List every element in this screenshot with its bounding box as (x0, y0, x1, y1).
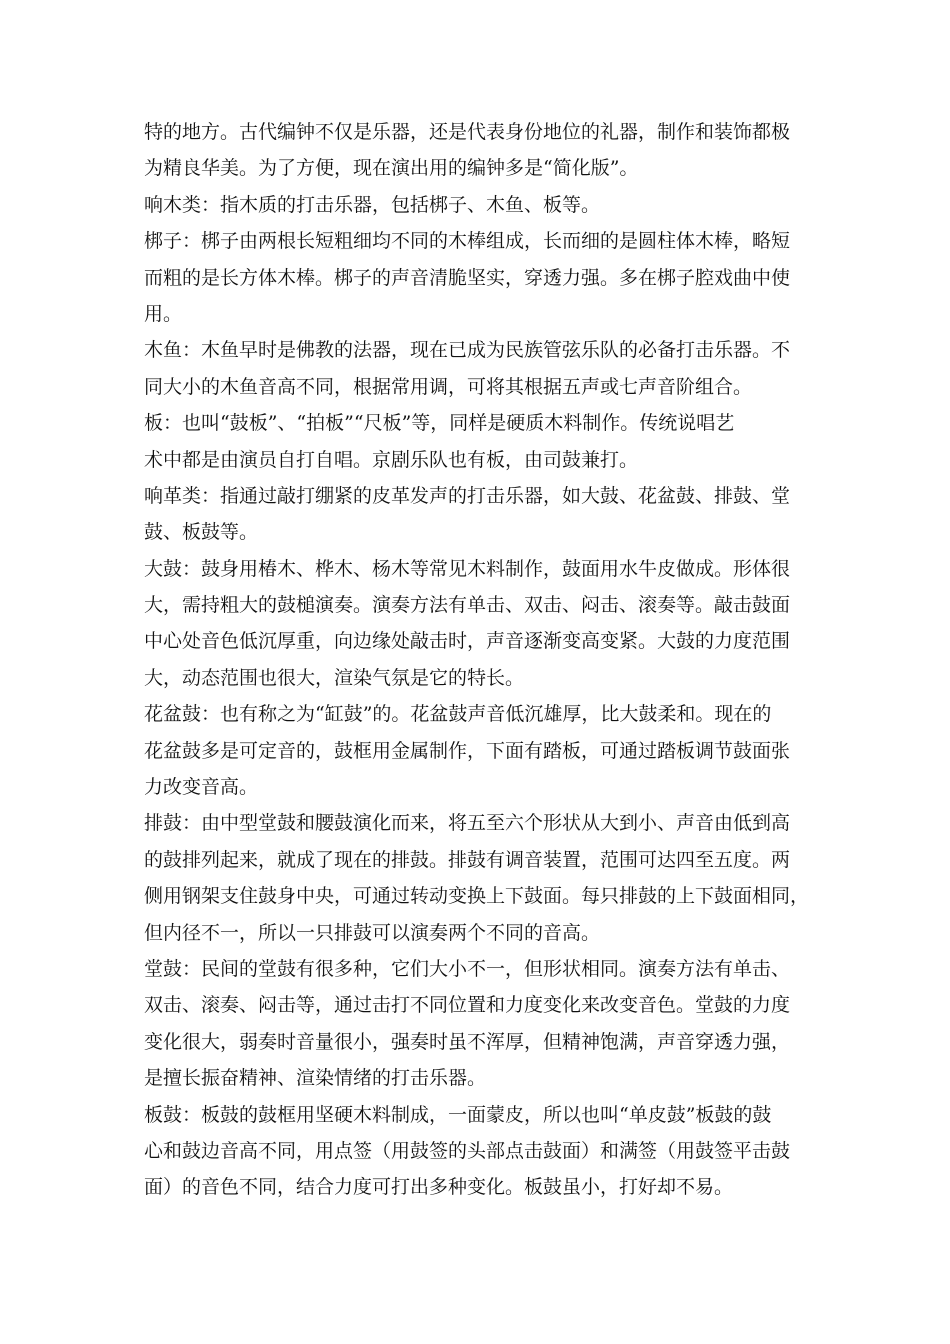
text-line: 响革类：指通过敲打绷紧的皮革发声的打击乐器，如大鼓、花盆鼓、排鼓、堂 (144, 484, 791, 507)
paragraph-dagu (144, 551, 834, 697)
text-line: 大，动态范围也很大，渲染气氛是它的特长。 (144, 666, 525, 689)
text-line: 术中都是由演员自打自唱。京剧乐队也有板，由司鼓兼打。 (144, 448, 639, 471)
paragraph-huapengu (144, 696, 834, 805)
paragraph-tanggu (144, 951, 834, 1097)
text-line: 力改变音高。 (144, 776, 259, 799)
text-line: 大鼓：鼓身用椿木、桦木、杨木等常见木料制作，鼓面用水牛皮做成。形体很 (144, 557, 791, 580)
text-line: 板：也叫“鼓板”、“拍板”“尺板”等，同样是硬质木料制作。传统说唱艺 (144, 412, 735, 435)
text-line: 响木类：指木质的打击乐器，包括梆子、木鱼、板等。 (144, 193, 601, 216)
text-line: 特的地方。古代编钟不仅是乐器，还是代表身份地位的礼器，制作和装饰都极 (144, 121, 791, 143)
text-line: 花盆鼓多是可定音的，鼓框用金属制作，下面有踏板，可通过踏板调节鼓面张 (144, 739, 791, 762)
paragraph-xiangmu-lei (144, 187, 834, 223)
paragraph-bianzhong-cont (144, 114, 834, 187)
paragraph-muyu (144, 332, 834, 405)
text-line: 而粗的是长方体木棒。梆子的声音清脆坚实，穿透力强。多在梆子腔戏曲中使 (144, 266, 791, 289)
text-line: 但内径不一，所以一只排鼓可以演奏两个不同的音高。 (144, 921, 601, 944)
paragraph-ban (144, 405, 834, 478)
paragraph-xiangge-lei (144, 478, 834, 551)
text-line: 木鱼：木鱼早时是佛教的法器，现在已成为民族管弦乐队的必备打击乐器。不 (144, 339, 791, 362)
text-line: 堂鼓：民间的堂鼓有很多种，它们大小不一，但形状相同。演奏方法有单击、 (144, 957, 791, 980)
paragraph-paigu (144, 805, 834, 951)
text-line: 板鼓：板鼓的鼓框用坚硬木料制成，一面蒙皮，所以也叫“单皮鼓”板鼓的鼓 (144, 1103, 772, 1126)
text-line: 鼓、板鼓等。 (144, 521, 259, 544)
text-line: 排鼓：由中型堂鼓和腰鼓演化而来，将五至六个形状从大到小、声音由低到高 (144, 812, 791, 835)
text-line: 变化很大，弱奏时音量很小，强奏时虽不浑厚，但精神饱满，声音穿透力强， (144, 1030, 791, 1053)
paragraph-bangzi (144, 223, 834, 332)
text-line: 花盆鼓：也有称之为“缸鼓”的。花盆鼓声音低沉雄厚，比大鼓柔和。现在的 (144, 703, 772, 726)
text-line: 心和鼓边音高不同，用点签（用鼓签的头部点击鼓面）和满签（用鼓签平击鼓 (144, 1139, 791, 1162)
text-line: 用。 (144, 302, 183, 325)
text-line: 同大小的木鱼音高不同，根据常用调，可将其根据五声或七声音阶组合。 (144, 375, 753, 398)
text-line: 的鼓排列起来，就成了现在的排鼓。排鼓有调音装置，范围可达四至五度。两 (144, 848, 791, 871)
text-line: 是擅长振奋精神、渲染情绪的打击乐器。 (144, 1067, 487, 1090)
text-line: 为精良华美。为了方便，现在演出用的编钟多是“简化版”。 (144, 157, 639, 180)
text-line: 面）的音色不同，结合力度可打出多种变化。板鼓虽小，打好却不易。 (144, 1176, 734, 1199)
text-line: 双击、滚奏、闷击等，通过击打不同位置和力度变化来改变音色。堂鼓的力度 (144, 994, 791, 1017)
document-page (144, 114, 834, 1206)
text-line: 侧用钢架支住鼓身中央，可通过转动变换上下鼓面。每只排鼓的上下鼓面相同， (144, 885, 810, 908)
text-line: 大，需持粗大的鼓槌演奏。演奏方法有单击、双击、闷击、滚奏等。敲击鼓面 (144, 594, 791, 617)
text-line: 梆子：梆子由两根长短粗细均不同的木棒组成，长而细的是圆柱体木棒，略短 (144, 230, 791, 253)
paragraph-bangu (144, 1097, 834, 1206)
text-line: 中心处音色低沉厚重，向边缘处敲击时，声音逐渐变高变紧。大鼓的力度范围 (144, 630, 791, 653)
